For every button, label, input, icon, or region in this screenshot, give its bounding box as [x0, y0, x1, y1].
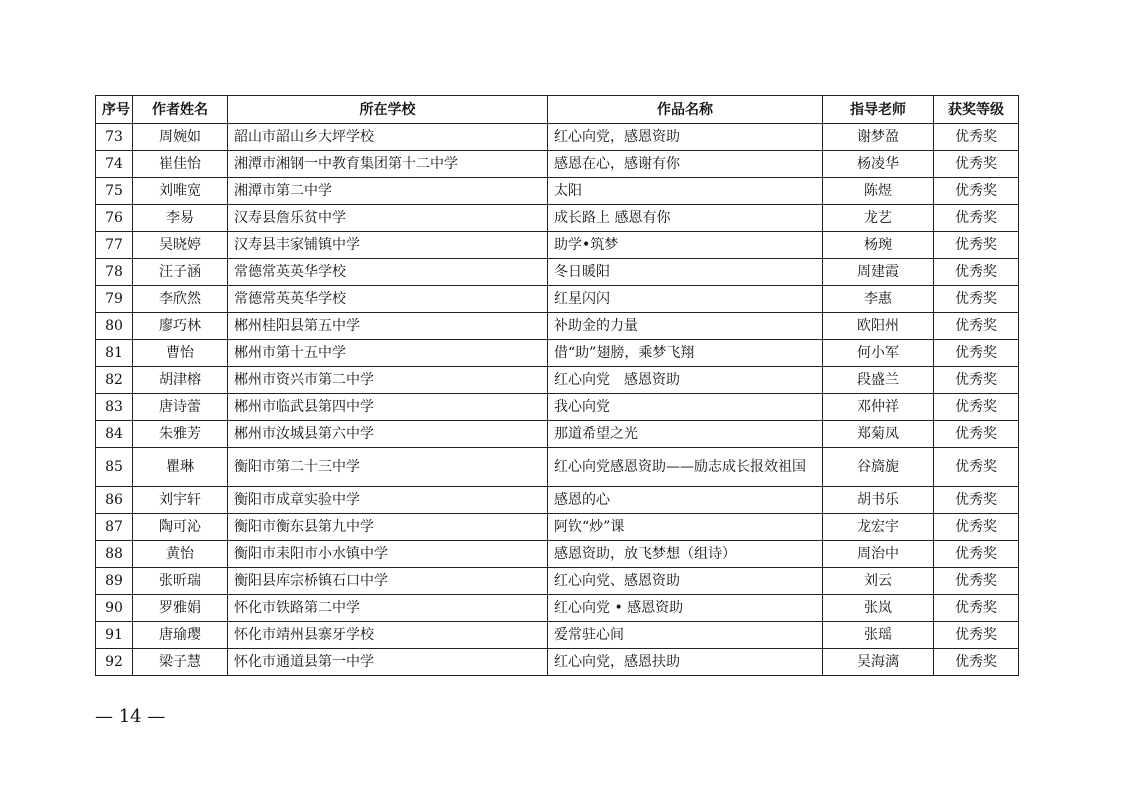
table-row: [96, 394, 1019, 421]
table-row: [96, 205, 1019, 232]
author-name: 吴晓婷: [133, 232, 228, 259]
author-name: 刘宇轩: [133, 487, 228, 514]
school-name: 怀化市靖州县寨牙学校: [228, 622, 548, 649]
work-title: 太阳: [548, 178, 823, 205]
row-index: 89: [96, 568, 133, 595]
school-name: 衡阳市第二十三中学: [228, 448, 548, 487]
table-row: [96, 649, 1019, 676]
header-work-title: 作品名称: [548, 96, 823, 124]
teacher-name: 何小军: [823, 340, 934, 367]
award-level: 优秀奖: [934, 649, 1019, 676]
row-index: 79: [96, 286, 133, 313]
table-row: [96, 622, 1019, 649]
table-row: [96, 421, 1019, 448]
teacher-name: 张瑶: [823, 622, 934, 649]
teacher-name: 刘云: [823, 568, 934, 595]
award-level: 优秀奖: [934, 259, 1019, 286]
table-row: [96, 595, 1019, 622]
award-level: 优秀奖: [934, 595, 1019, 622]
award-level: 优秀奖: [934, 313, 1019, 340]
teacher-name: 谷旖旎: [823, 448, 934, 487]
teacher-name: 陈煜: [823, 178, 934, 205]
award-level: 优秀奖: [934, 151, 1019, 178]
teacher-name: 周治中: [823, 541, 934, 568]
author-name: 崔佳怡: [133, 151, 228, 178]
teacher-name: 龙宏宇: [823, 514, 934, 541]
row-index: 84: [96, 421, 133, 448]
teacher-name: 杨凌华: [823, 151, 934, 178]
row-index: 85: [96, 448, 133, 487]
teacher-name: 李惠: [823, 286, 934, 313]
school-name: 衡阳市衡东县第九中学: [228, 514, 548, 541]
author-name: 罗雅娟: [133, 595, 228, 622]
school-name: 怀化市通道县第一中学: [228, 649, 548, 676]
table-row: [96, 286, 1019, 313]
teacher-name: 欧阳州: [823, 313, 934, 340]
author-name: 朱雅芳: [133, 421, 228, 448]
award-level: 优秀奖: [934, 568, 1019, 595]
award-level: 优秀奖: [934, 205, 1019, 232]
table-row: [96, 259, 1019, 286]
row-index: 73: [96, 124, 133, 151]
work-title: 我心向党: [548, 394, 823, 421]
author-name: 汪子涵: [133, 259, 228, 286]
teacher-name: 谢梦盈: [823, 124, 934, 151]
row-index: 86: [96, 487, 133, 514]
work-title: 红心向党，感恩资助: [548, 124, 823, 151]
author-name: 陶可沁: [133, 514, 228, 541]
page-number: — 14 —: [95, 706, 166, 727]
row-index: 77: [96, 232, 133, 259]
work-title: 助学•筑梦: [548, 232, 823, 259]
teacher-name: 周建霞: [823, 259, 934, 286]
award-level: 优秀奖: [934, 448, 1019, 487]
row-index: 87: [96, 514, 133, 541]
work-title: 阿钦“炒”课: [548, 514, 823, 541]
author-name: 李易: [133, 205, 228, 232]
work-title: 感恩资助，放飞梦想（组诗）: [548, 541, 823, 568]
school-name: 郴州市临武县第四中学: [228, 394, 548, 421]
row-index: 76: [96, 205, 133, 232]
teacher-name: 张岚: [823, 595, 934, 622]
teacher-name: 段盛兰: [823, 367, 934, 394]
row-index: 88: [96, 541, 133, 568]
award-level: 优秀奖: [934, 394, 1019, 421]
table-row: [96, 340, 1019, 367]
award-level: 优秀奖: [934, 541, 1019, 568]
author-name: 胡津榕: [133, 367, 228, 394]
school-name: 衡阳市成章实验中学: [228, 487, 548, 514]
work-title: 红心向党 • 感恩资助: [548, 595, 823, 622]
author-name: 唐诗蕾: [133, 394, 228, 421]
work-title: 借“助”翅膀，乘梦飞翔: [548, 340, 823, 367]
work-title: 那道希望之光: [548, 421, 823, 448]
row-index: 80: [96, 313, 133, 340]
work-title: 补助金的力量: [548, 313, 823, 340]
award-level: 优秀奖: [934, 487, 1019, 514]
school-name: 郴州市汝城县第六中学: [228, 421, 548, 448]
table-row: [96, 232, 1019, 259]
work-title: 冬日暖阳: [548, 259, 823, 286]
author-name: 李欣然: [133, 286, 228, 313]
school-name: 常德常英英华学校: [228, 259, 548, 286]
row-index: 78: [96, 259, 133, 286]
award-level: 优秀奖: [934, 421, 1019, 448]
school-name: 郴州桂阳县第五中学: [228, 313, 548, 340]
header-school: 所在学校: [228, 96, 548, 124]
author-name: 刘唯宽: [133, 178, 228, 205]
header-index: 序号: [96, 96, 133, 124]
table-row: [96, 487, 1019, 514]
work-title: 感恩在心，感谢有你: [548, 151, 823, 178]
school-name: 郴州市资兴市第二中学: [228, 367, 548, 394]
author-name: 曹怡: [133, 340, 228, 367]
header-award: 获奖等级: [934, 96, 1019, 124]
teacher-name: 杨琬: [823, 232, 934, 259]
work-title: 红心向党、感恩资助: [548, 568, 823, 595]
school-name: 韶山市韶山乡大坪学校: [228, 124, 548, 151]
row-index: 90: [96, 595, 133, 622]
school-name: 汉寿县丰家铺镇中学: [228, 232, 548, 259]
header-teacher: 指导老师: [823, 96, 934, 124]
author-name: 廖巧林: [133, 313, 228, 340]
author-name: 梁子慧: [133, 649, 228, 676]
award-level: 优秀奖: [934, 178, 1019, 205]
table-row: [96, 568, 1019, 595]
author-name: 黄怡: [133, 541, 228, 568]
row-index: 82: [96, 367, 133, 394]
school-name: 汉寿县詹乐贫中学: [228, 205, 548, 232]
school-name: 郴州市第十五中学: [228, 340, 548, 367]
table-row: [96, 313, 1019, 340]
teacher-name: 吴海漓: [823, 649, 934, 676]
work-title: 红心向党，感恩扶助: [548, 649, 823, 676]
award-level: 优秀奖: [934, 622, 1019, 649]
award-level: 优秀奖: [934, 286, 1019, 313]
work-title: 红星闪闪: [548, 286, 823, 313]
work-title: 红心向党 感恩资助: [548, 367, 823, 394]
awards-table: [95, 95, 1019, 676]
row-index: 83: [96, 394, 133, 421]
author-name: 唐瑜璎: [133, 622, 228, 649]
author-name: 瞿琳: [133, 448, 228, 487]
row-index: 92: [96, 649, 133, 676]
school-name: 衡阳市耒阳市小水镇中学: [228, 541, 548, 568]
school-name: 湘潭市第二中学: [228, 178, 548, 205]
table-row: [96, 448, 1019, 487]
table-row: [96, 541, 1019, 568]
table-header: [96, 96, 1019, 124]
table-body: [96, 124, 1019, 676]
teacher-name: 邓仲祥: [823, 394, 934, 421]
award-level: 优秀奖: [934, 340, 1019, 367]
school-name: 衡阳县库宗桥镇石口中学: [228, 568, 548, 595]
table-row: [96, 151, 1019, 178]
school-name: 怀化市铁路第二中学: [228, 595, 548, 622]
award-level: 优秀奖: [934, 514, 1019, 541]
header-row: [96, 96, 1019, 124]
table-row: [96, 124, 1019, 151]
table-row: [96, 178, 1019, 205]
header-author: 作者姓名: [133, 96, 228, 124]
table-row: [96, 367, 1019, 394]
award-level: 优秀奖: [934, 367, 1019, 394]
work-title: 红心向党感恩资助——励志成长报效祖国: [548, 448, 823, 487]
award-level: 优秀奖: [934, 124, 1019, 151]
work-title: 感恩的心: [548, 487, 823, 514]
author-name: 张昕瑞: [133, 568, 228, 595]
school-name: 湘潭市湘钢一中教育集团第十二中学: [228, 151, 548, 178]
row-index: 81: [96, 340, 133, 367]
teacher-name: 胡书乐: [823, 487, 934, 514]
row-index: 91: [96, 622, 133, 649]
work-title: 成长路上 感恩有你: [548, 205, 823, 232]
row-index: 75: [96, 178, 133, 205]
work-title: 爱常驻心间: [548, 622, 823, 649]
teacher-name: 龙艺: [823, 205, 934, 232]
author-name: 周婉如: [133, 124, 228, 151]
award-level: 优秀奖: [934, 232, 1019, 259]
table-row: [96, 514, 1019, 541]
row-index: 74: [96, 151, 133, 178]
teacher-name: 郑菊凤: [823, 421, 934, 448]
school-name: 常德常英英华学校: [228, 286, 548, 313]
